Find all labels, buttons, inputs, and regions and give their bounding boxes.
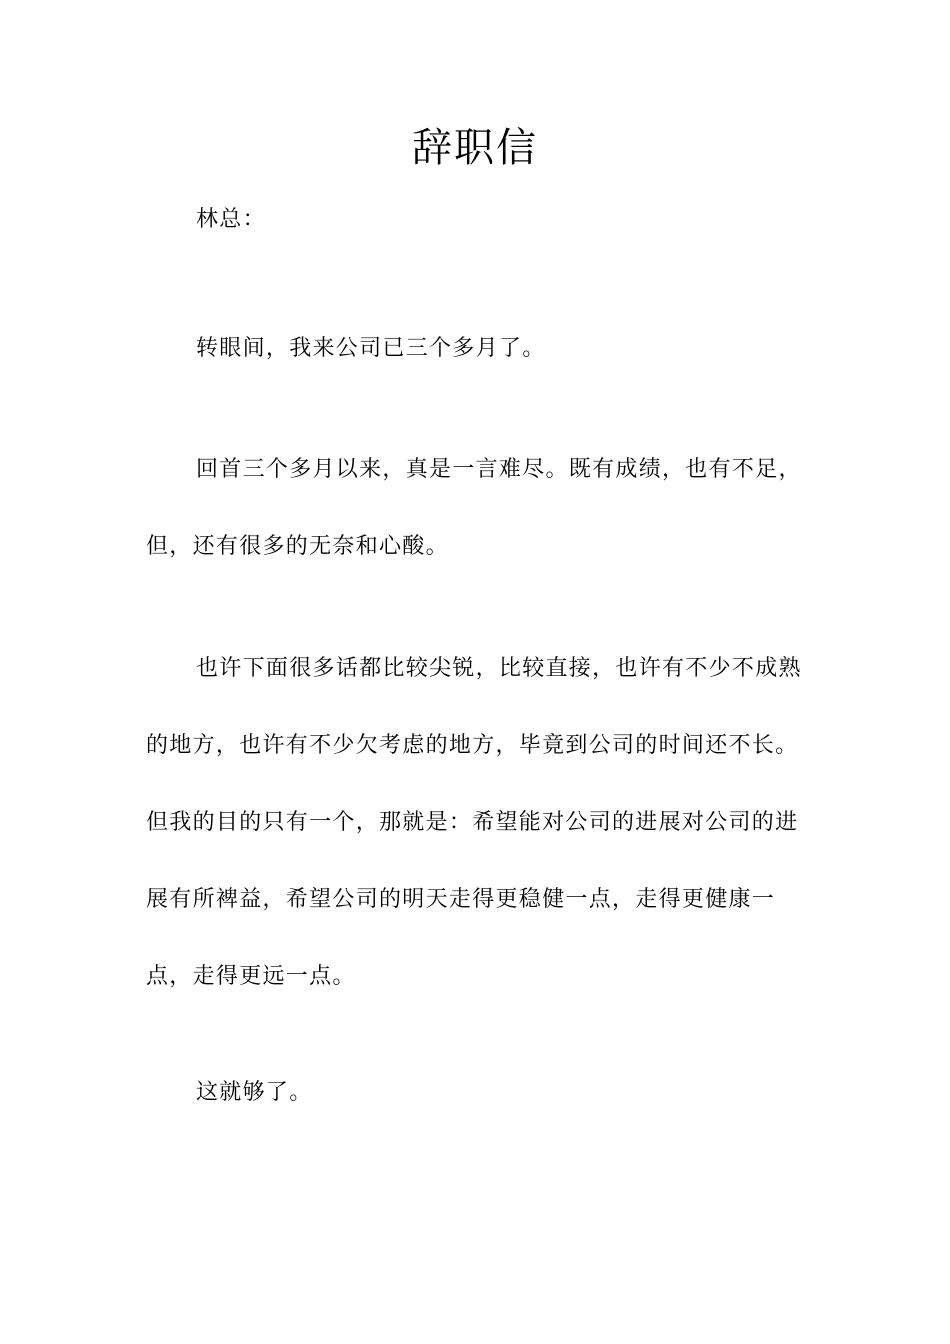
paragraph-2: 回首三个多月以来，真是一言难尽。既有成绩，也有不足，但，还有很多的无奈和心酸。 (146, 457, 802, 559)
paragraph-3: 也许下面很多话都比较尖锐，比较直接，也许有不少不成熟的地方，也许有不少欠考虑的地方，毕竟到公司的时间还不长。但我的目的只有一个，那就是：希望能对公司的进展对公司的进展有所裨益，希望公司的明天走得更稳健一点，走得更健康一点，走得更远一点。 (146, 656, 802, 989)
salutation: 林总： (196, 207, 266, 232)
paragraph-1: 转眼间，我来公司已三个多月了。 (196, 336, 546, 361)
paragraph-4: 这就够了。 (196, 1080, 313, 1105)
document-title: 辞职信 (412, 125, 538, 171)
